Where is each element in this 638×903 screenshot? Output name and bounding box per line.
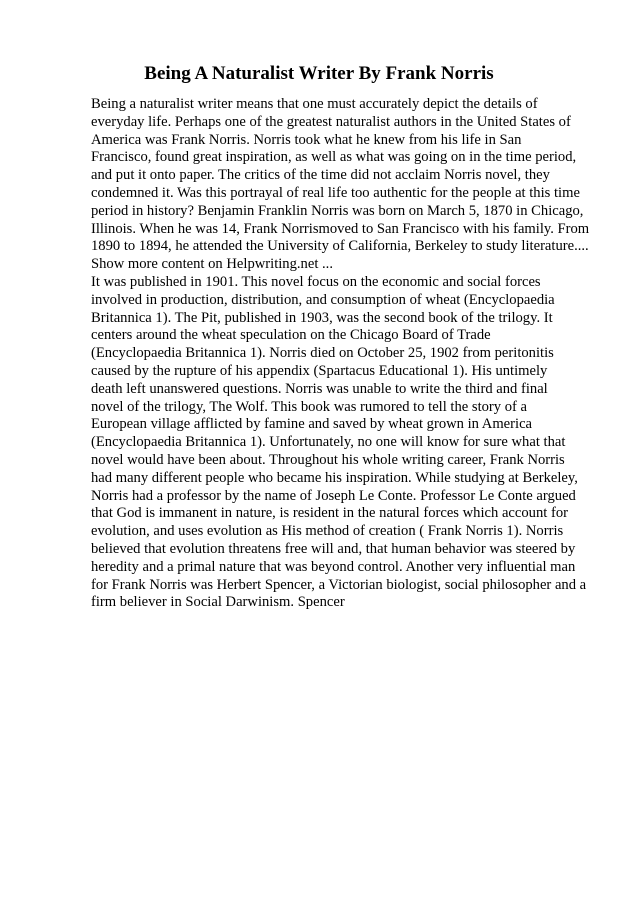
- body-line: (Encyclopaedia Britannica 1). Norris died on October 25, 1902 from peritonitis: [91, 345, 554, 362]
- body-line: that God is immanent in nature, is resident in the natural forces which account for: [91, 505, 568, 522]
- body-line: condemned it. Was this portrayal of real life too authentic for the people at this time: [91, 184, 580, 201]
- body-line: Show more content on Helpwriting.net ...: [91, 256, 333, 273]
- body-line: Illinois. When he was 14, Frank Norrismoved to San Francisco with his family. From: [91, 220, 590, 237]
- body-line: Being a naturalist writer means that one must accurately depict the details of: [91, 96, 538, 112]
- body-line: involved in production, distribution, and consumption of wheat (Encyclopaedia: [91, 291, 555, 308]
- body-line: everyday life. Perhaps one of the greatest naturalist authors in the United States of: [91, 113, 571, 130]
- body-line: European village afflicted by famine and saved by wheat grown in America: [91, 416, 533, 433]
- body-line: believed that evolution threatens free will and, that human behavior was steered by: [91, 540, 576, 557]
- body-line: for Frank Norris was Herbert Spencer, a Victorian biologist, social philosopher and a: [91, 576, 587, 593]
- body-line: Francisco, found great inspiration, as well as what was going on in the time period,: [91, 149, 577, 166]
- body-line: and put it onto paper. The critics of the time did not acclaim Norris novel, they: [91, 167, 550, 184]
- body-line: had many different people who became his inspiration. While studying at Berkeley,: [91, 469, 578, 486]
- body-line: It was published in 1901. This novel focus on the economic and social forces: [91, 273, 541, 290]
- document-title: Being A Naturalist Writer By Frank Norris: [144, 63, 494, 84]
- document-body: [91, 96, 601, 612]
- body-line: Britannica 1). The Pit, published in 1903, was the second book of the trilogy. It: [91, 309, 553, 326]
- body-line: evolution, and uses evolution as His method of creation ( Frank Norris 1). Norris: [91, 523, 564, 540]
- body-line: (Encyclopaedia Britannica 1). Unfortunately, no one will know for sure what that: [91, 434, 566, 451]
- body-line: Norris had a professor by the name of Joseph Le Conte. Professor Le Conte argued: [91, 487, 576, 504]
- body-line: death left unanswered questions. Norris was unable to write the third and final: [91, 380, 548, 397]
- body-line: America was Frank Norris. Norris took what he knew from his life in San: [91, 131, 522, 148]
- body-line: novel of the trilogy, The Wolf. This book was rumored to tell the story of a: [91, 398, 528, 415]
- body-line: period in history? Benjamin Franklin Norris was born on March 5, 1870 in Chicago,: [91, 202, 584, 219]
- body-line: centers around the wheat speculation on the Chicago Board of Trade: [91, 327, 491, 344]
- body-line: firm believer in Social Darwinism. Spencer: [91, 594, 345, 611]
- body-line: heredity and a primal nature that was beyond control. Another very influential man: [91, 558, 576, 575]
- body-line: caused by the rupture of his appendix (Spartacus Educational 1). His untimely: [91, 362, 548, 379]
- body-line: novel would have been about. Throughout his whole writing career, Frank Norris: [91, 451, 565, 468]
- body-line: 1890 to 1894, he attended the University of California, Berkeley to study literature....: [91, 238, 589, 255]
